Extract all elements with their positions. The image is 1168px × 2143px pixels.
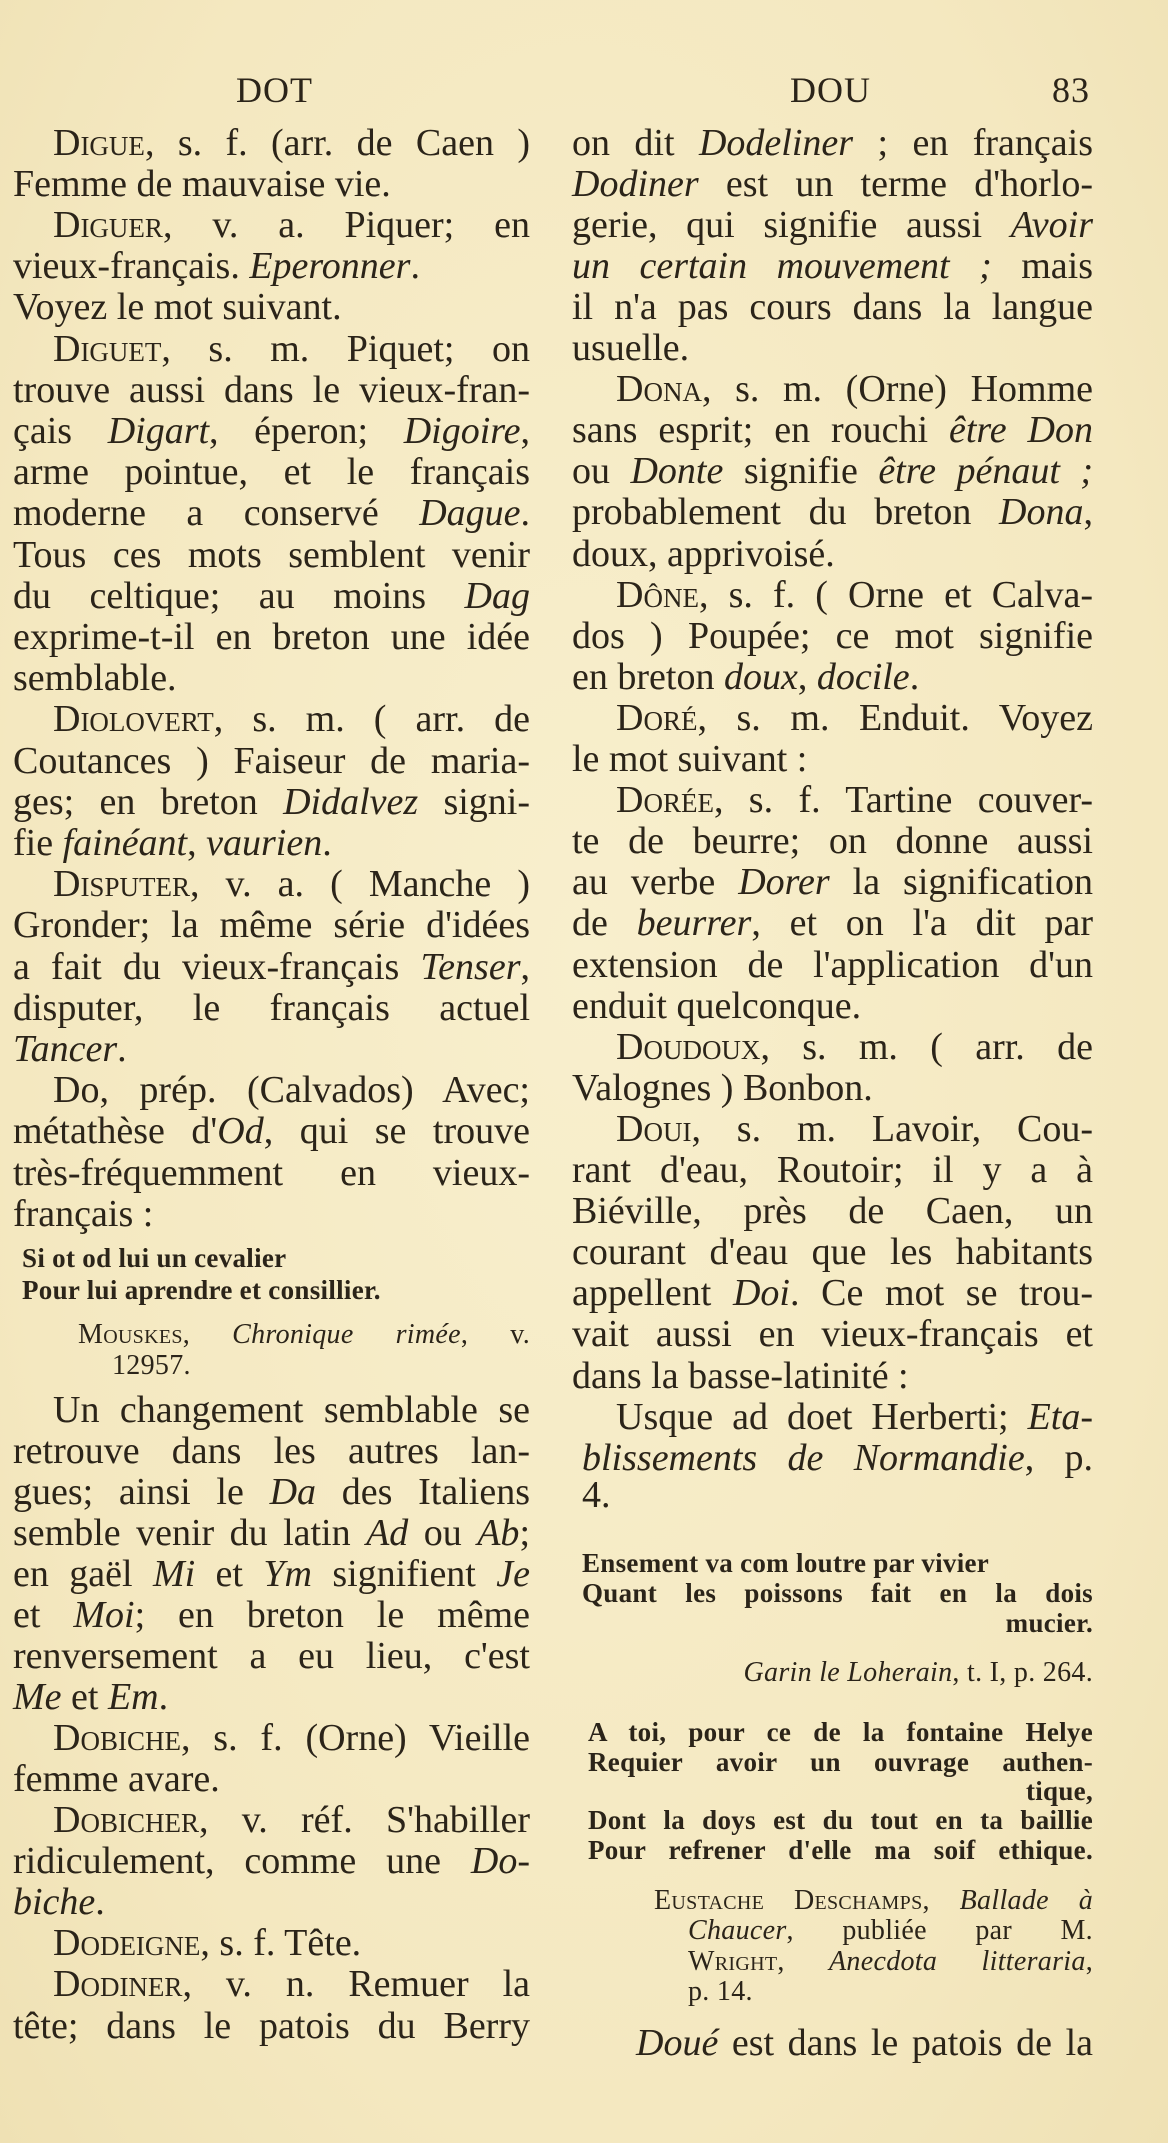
- italic-term: beurrer: [636, 902, 752, 945]
- text-run: ou: [572, 450, 631, 493]
- text-run: 12957.: [112, 1350, 191, 1381]
- entry-line: [13, 287, 342, 328]
- entry-line: [53, 1390, 530, 1431]
- entry-line: [13, 1595, 530, 1636]
- entry-line: [616, 369, 1093, 410]
- entry-line: [13, 164, 391, 205]
- entry-line: [13, 617, 530, 658]
- italic-term: Avoir: [1010, 203, 1093, 246]
- italic-term: doux: [723, 655, 798, 698]
- text-run: disputer, le français actuel: [13, 986, 530, 1029]
- text-run: p. 14.: [688, 1976, 753, 2007]
- text-run: gues; ainsi le: [13, 1470, 270, 1513]
- text-run: Requier avoir un ouvrage authen-: [588, 1747, 1093, 1777]
- text-run: te de beurre; on donne aussi: [572, 820, 1093, 863]
- text-run: Si ot od lui un cevalier: [22, 1243, 287, 1273]
- headword: Dorée: [616, 779, 714, 822]
- entry-line: [572, 328, 689, 369]
- text-run: en gaël: [13, 1552, 153, 1595]
- text-run: retrouve dans les autres lan-: [13, 1429, 530, 1472]
- page-number: 83: [1052, 70, 1090, 110]
- entry-line: [572, 1068, 873, 1109]
- entry-line: [13, 782, 530, 823]
- italic-term: Chronique rimée: [232, 1319, 461, 1350]
- italic-term: Tancer: [13, 1027, 118, 1070]
- italic-term: Doué: [636, 2021, 719, 2064]
- italic-term: Da: [269, 1470, 317, 1513]
- entry-line: [572, 945, 1093, 986]
- headword: Eustache Deschamps: [654, 1885, 923, 1916]
- text-run: , p.: [1024, 1436, 1094, 1479]
- text-run: renversement a eu lieu, c'est: [13, 1634, 530, 1677]
- entry-line: [13, 1882, 105, 1923]
- entry-line: [572, 1191, 1093, 1232]
- text-run: est dans le patois de la: [718, 2021, 1093, 2064]
- text-run: , t. I, p. 264.: [952, 1657, 1093, 1688]
- italic-term: Od: [217, 1110, 264, 1153]
- text-run: arme pointue, et le français: [13, 451, 530, 494]
- italic-term: être pénaut ;: [878, 450, 1094, 493]
- running-head-right: DOU: [790, 70, 871, 110]
- text-run: des Italiens: [316, 1470, 530, 1513]
- text-run: signifient: [311, 1552, 497, 1595]
- entry-line: [13, 493, 530, 534]
- italic-term: Anecdota litteraria: [829, 1946, 1086, 1977]
- entry-line: [53, 699, 530, 740]
- text-run: moderne a conservé: [13, 492, 420, 535]
- text-run: Valognes ) Bonbon.: [572, 1066, 873, 1109]
- text-run: A toi, pour ce de la fontaine Helye: [588, 1717, 1093, 1747]
- text-run: on dit: [572, 121, 699, 164]
- headword: Wright: [688, 1946, 778, 1977]
- entry-line: [13, 1636, 530, 1677]
- headword: Dodeigne: [53, 1922, 201, 1965]
- text-run: Usque ad doet Herberti;: [616, 1395, 1028, 1438]
- text-run: Voyez le mot suivant.: [13, 286, 342, 329]
- italic-term: Dague: [419, 492, 521, 535]
- text-run: très-fréquemment en vieux-: [13, 1151, 530, 1194]
- text-run: et: [13, 1593, 74, 1636]
- entry-line: [13, 246, 420, 287]
- text-run: Dont la doys est du tout en ta baillie: [588, 1805, 1093, 1835]
- headword: Disputer: [53, 863, 190, 906]
- italic-term: docile: [816, 655, 910, 698]
- entry-line: [13, 1111, 530, 1152]
- italic-term: biche: [13, 1881, 96, 1924]
- text-run: Un changement semblable se: [53, 1388, 530, 1431]
- entry-line: [572, 739, 807, 780]
- entry-line: [13, 2006, 530, 2047]
- italic-term: Garin le Loherain: [743, 1657, 953, 1688]
- text-run: Biéville, près de Caen, un: [572, 1190, 1093, 1233]
- entry-line: [572, 1314, 1093, 1355]
- italic-term: Doi: [732, 1272, 790, 1315]
- italic-term: Ab: [477, 1511, 520, 1554]
- entry-line: [572, 821, 1093, 862]
- text-run: .: [117, 1027, 127, 1070]
- entry-line: [616, 1109, 1093, 1150]
- entry-line: [13, 1554, 530, 1595]
- italic-term: Ym: [263, 1552, 312, 1595]
- headword: Doui: [616, 1107, 692, 1150]
- citation-line: [112, 1351, 191, 1381]
- text-run: 4.: [582, 1473, 611, 1516]
- entry-line: [13, 1472, 530, 1513]
- entry-line: [572, 492, 1093, 533]
- entry-line: [13, 741, 530, 782]
- entry-line: [572, 1150, 1093, 1191]
- text-run: ou: [408, 1511, 478, 1554]
- text-run: semble venir du latin: [13, 1511, 367, 1554]
- citation-line: [78, 1320, 530, 1350]
- text-run: ; en breton le même: [134, 1593, 530, 1636]
- headword: Dodiner: [53, 1963, 183, 2006]
- text-run: en breton: [572, 655, 724, 698]
- italic-term: Dodeliner: [698, 121, 854, 164]
- entry-line: [53, 1070, 530, 1111]
- headword: Dône: [616, 573, 699, 616]
- italic-term: Eperonner: [249, 245, 411, 288]
- text-run: ridiculement, comme une: [13, 1840, 471, 1883]
- text-run: Femme de mauvaise vie.: [13, 162, 391, 205]
- entry-line: [572, 287, 1093, 328]
- headword: Dobicher: [53, 1799, 199, 1842]
- text-run: .: [158, 1675, 169, 1718]
- entry-line: [13, 1153, 530, 1194]
- text-run: ,: [922, 1885, 960, 1916]
- text-run: , v. a. ( Manche ): [189, 863, 530, 906]
- entry-line: [572, 410, 1093, 451]
- verse-line: [1006, 1608, 1093, 1638]
- text-run: au verbe: [572, 861, 739, 904]
- entry-line: [582, 1438, 1093, 1479]
- entry-line: [572, 1232, 1093, 1273]
- verse-line: [588, 1717, 1093, 1747]
- text-run: ;: [519, 1511, 530, 1554]
- text-run: ,: [182, 1319, 233, 1350]
- entry-line: [13, 988, 530, 1029]
- text-run: doux, apprivoisé.: [572, 532, 835, 575]
- entry-line: [13, 1431, 530, 1472]
- italic-term: blissements de Normandie: [582, 1436, 1025, 1479]
- entry-line: [13, 658, 177, 699]
- citation-line: [744, 1658, 1094, 1688]
- entry-line: [53, 1923, 361, 1964]
- entry-line: [13, 947, 530, 988]
- text-run: ; en français: [853, 121, 1093, 164]
- text-run: , s. f. ( Orne et Calva-: [698, 573, 1093, 616]
- verse-line: [22, 1275, 381, 1305]
- text-run: ,: [1083, 491, 1093, 534]
- headword: Dona: [616, 368, 702, 411]
- text-run: vieux-français.: [13, 245, 250, 288]
- text-run: , s. m. ( arr. de: [760, 1025, 1093, 1068]
- text-run: Gronder; la même série d'idées: [13, 904, 530, 947]
- text-run: la signification: [829, 861, 1093, 904]
- text-run: semblable.: [13, 657, 177, 700]
- headword: Doudoux: [616, 1025, 761, 1068]
- text-run: , s. m. (Orne) Homme: [701, 368, 1093, 411]
- text-run: probablement du breton: [572, 491, 1000, 534]
- text-run: ,: [777, 1946, 830, 1977]
- text-run: , s. f. (arr. de Caen ): [144, 121, 530, 164]
- text-run: courant d'eau que les habitants: [572, 1231, 1093, 1274]
- text-run: tique,: [1025, 1776, 1093, 1806]
- entry-line: [13, 1759, 220, 1800]
- entry-line: [13, 576, 530, 617]
- entry-line: [13, 535, 530, 576]
- italic-term: vaurien: [206, 821, 323, 864]
- entry-line: [572, 903, 1093, 944]
- entry-line: [572, 123, 1093, 164]
- text-run: , et on l'a dit par: [751, 902, 1093, 945]
- text-run: extension de l'application d'un: [572, 943, 1093, 986]
- text-run: dos ) Poupée; ce mot signifie: [572, 614, 1093, 657]
- italic-term: Dorer: [738, 861, 830, 904]
- headword: Dobiche: [53, 1717, 181, 1760]
- text-run: , v. a. Piquer; en: [162, 203, 530, 246]
- text-run: . Ce mot se trou-: [789, 1272, 1093, 1315]
- headword: Doré: [616, 696, 698, 739]
- italic-term: être Don: [948, 409, 1093, 452]
- text-run: , s. f. Tartine couver-: [713, 779, 1093, 822]
- text-run: Pour lui aprendre et consillier.: [22, 1275, 381, 1305]
- text-run: , qui se trouve: [263, 1110, 530, 1153]
- italic-term: fainéant: [62, 821, 188, 864]
- text-run: est un terme d'horlo-: [698, 162, 1093, 205]
- italic-term: Eta-: [1027, 1395, 1093, 1438]
- text-run: , v. réf. S'habiller: [198, 1799, 530, 1842]
- text-run: a fait du vieux-français: [13, 945, 421, 988]
- italic-term: Didalvez: [283, 780, 419, 823]
- entry-line: [572, 205, 1093, 246]
- text-run: ,: [797, 655, 817, 698]
- entry-line: [572, 451, 1093, 492]
- text-run: , s. m. ( arr. de: [213, 698, 530, 741]
- text-run: çais: [13, 409, 108, 452]
- text-run: signifie: [723, 450, 879, 493]
- text-run: , s. m. Lavoir, Cou-: [691, 1107, 1093, 1150]
- text-run: ,: [520, 945, 530, 988]
- entry-line: [572, 616, 1093, 657]
- text-run: Ensement va com loutre par vivier: [582, 1548, 990, 1578]
- text-run: tête; dans le patois du Berry: [13, 2004, 530, 2047]
- entry-line: [572, 986, 861, 1027]
- text-run: trouve aussi dans le vieux-fran-: [13, 368, 530, 411]
- text-run: signi-: [418, 780, 530, 823]
- text-run: ges; en breton: [13, 780, 284, 823]
- headword: Mouskes: [78, 1319, 183, 1350]
- verse-line: [588, 1805, 1093, 1835]
- entry-line: [616, 575, 1093, 616]
- italic-term: Dona: [999, 491, 1084, 534]
- entry-line: [13, 411, 530, 452]
- entry-line: [53, 205, 530, 246]
- text-run: ,: [1085, 1946, 1093, 1977]
- entry-line: [572, 1356, 909, 1397]
- text-run: de: [572, 902, 637, 945]
- entry-line: [572, 657, 919, 698]
- entry-line: [616, 1397, 1093, 1438]
- entry-line: [13, 1029, 127, 1070]
- italic-term: un certain mouvement ;: [572, 244, 992, 287]
- italic-term: Donte: [630, 450, 724, 493]
- verse-line: [588, 1835, 1093, 1865]
- italic-term: Tenser: [420, 945, 521, 988]
- entry-line: [616, 780, 1093, 821]
- text-run: , s. f. Tête.: [200, 1922, 362, 1965]
- text-run: , publiée par M.: [786, 1915, 1093, 1946]
- text-run: métathèse d': [13, 1110, 218, 1153]
- italic-term: Ballade à: [959, 1885, 1093, 1916]
- text-run: femme avare.: [13, 1758, 220, 1801]
- entry-line: [13, 823, 332, 864]
- text-run: usuelle.: [572, 327, 690, 369]
- entry-line: [572, 534, 835, 575]
- text-run: vait aussi en vieux-français et: [572, 1313, 1093, 1356]
- text-run: .: [95, 1881, 105, 1924]
- text-run: appellent: [572, 1272, 733, 1315]
- text-run: , s. f. (Orne) Vieille: [180, 1717, 530, 1760]
- entry-line: [13, 452, 530, 493]
- text-run: .: [322, 821, 332, 864]
- text-run: , v. n. Remuer la: [182, 1963, 530, 2006]
- text-run: ,: [520, 409, 531, 452]
- text-run: Do, prép. (Calvados) Avec;: [53, 1069, 530, 1112]
- italic-term: Dodiner: [572, 162, 699, 205]
- verse-line: [1026, 1776, 1093, 1806]
- headword: Diguet: [53, 327, 162, 370]
- italic-term: Digoire: [403, 409, 521, 452]
- entry-line: [53, 329, 530, 370]
- text-run: il n'a pas cours dans la langue: [572, 285, 1093, 328]
- citation-line: [654, 1886, 1093, 1916]
- entry-line: [572, 862, 1093, 903]
- text-run: fie: [13, 821, 63, 864]
- text-run: du celtique; au moins: [13, 574, 465, 617]
- entry-line: [13, 370, 530, 411]
- entry-line: [616, 698, 1093, 739]
- italic-term: Je: [496, 1552, 530, 1595]
- verse-line: [588, 1747, 1093, 1777]
- text-run: exprime-t-il en breton une idée: [13, 615, 530, 658]
- entry-line: [636, 2023, 1093, 2064]
- entry-line: [616, 1027, 1093, 1068]
- text-run: dans la basse-latinité :: [572, 1354, 909, 1397]
- entry-line: [572, 1273, 1093, 1314]
- text-run: , s. m. Enduit. Voyez: [697, 696, 1093, 739]
- citation-line: [688, 1977, 753, 2007]
- entry-line: [53, 864, 530, 905]
- text-run: Quant les poissons fait en la dois: [582, 1578, 1093, 1608]
- text-run: Coutances ) Faiseur de maria-: [13, 739, 530, 782]
- text-run: sans esprit; en rouchi: [572, 409, 949, 452]
- citation-line: [688, 1947, 1093, 1977]
- text-run: Pour refrener d'elle ma soif ethique.: [588, 1835, 1093, 1865]
- entry-line: [572, 164, 1093, 205]
- italic-term: Chaucer: [688, 1915, 787, 1946]
- italic-term: Em: [107, 1675, 159, 1718]
- text-run: enduit quelconque.: [572, 984, 862, 1027]
- citation-line: [688, 1916, 1093, 1946]
- text-run: .: [520, 492, 530, 535]
- text-run: rant d'eau, Routoir; il y a à: [572, 1149, 1093, 1191]
- entry-line: [13, 905, 530, 946]
- entry-line: [53, 1718, 530, 1759]
- entry-line: [13, 1677, 168, 1718]
- headword: Diguer: [53, 203, 163, 246]
- entry-line: [13, 1513, 530, 1554]
- entry-line: [13, 1194, 153, 1235]
- entry-line: [53, 1800, 530, 1841]
- italic-term: Mi: [152, 1552, 196, 1595]
- text-run: et: [61, 1675, 108, 1718]
- text-run: mucier.: [1005, 1608, 1093, 1638]
- text-run: Tous ces mots semblent venir: [13, 533, 530, 576]
- text-run: le mot suivant :: [572, 738, 808, 780]
- italic-term: Dag: [464, 574, 530, 617]
- headword: Digue: [53, 121, 145, 164]
- entry-line: [582, 1475, 611, 1516]
- text-run: français :: [13, 1192, 154, 1235]
- text-run: .: [909, 655, 920, 698]
- text-run: mais: [991, 244, 1093, 287]
- verse-line: [582, 1548, 989, 1578]
- text-run: gerie, qui signifie aussi: [572, 203, 1011, 246]
- italic-term: Ad: [366, 1511, 409, 1554]
- verse-line: [582, 1578, 1093, 1608]
- italic-term: Do-: [470, 1840, 530, 1883]
- text-run: ,: [187, 821, 207, 864]
- text-run: , éperon;: [209, 409, 404, 452]
- text-run: , s. m. Piquet; on: [161, 327, 530, 370]
- entry-line: [53, 1964, 530, 2005]
- text-run: .: [410, 245, 420, 288]
- text-run: et: [195, 1552, 264, 1595]
- entry-line: [53, 123, 530, 164]
- entry-line: [13, 1841, 530, 1882]
- entry-line: [572, 246, 1093, 287]
- text-run: , v.: [460, 1319, 530, 1350]
- italic-term: Moi: [73, 1593, 135, 1636]
- headword: Diolovert: [53, 698, 214, 741]
- running-head-left: DOT: [236, 70, 313, 110]
- italic-term: Digart: [107, 409, 210, 452]
- italic-term: Me: [13, 1675, 62, 1718]
- verse-line: [22, 1243, 286, 1273]
